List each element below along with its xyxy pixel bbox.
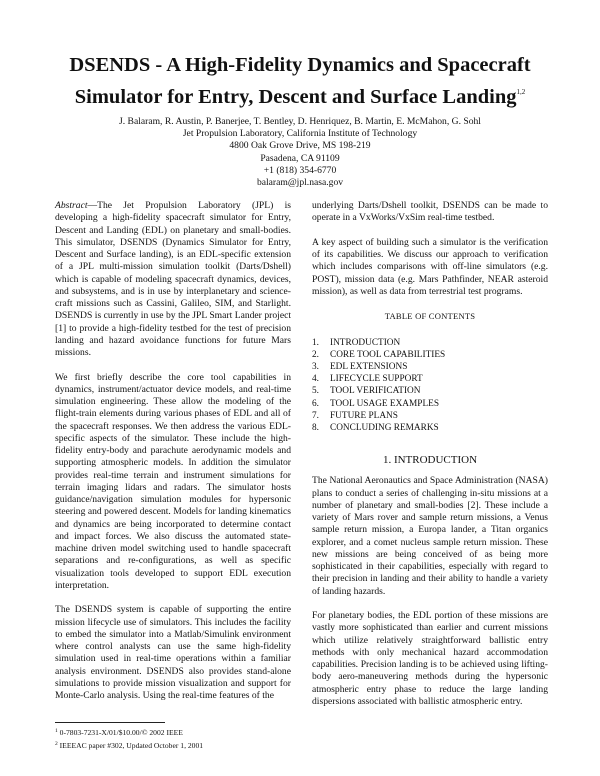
toc-item-number: 2. — [312, 349, 319, 360]
intro-paragraph-1: The National Aeronautics and Space Administration (NASA) plans to conduct a series of challenging in-situ missions at a number of planetary and small-bodies [2]. These include a variety of Mars rover and sample return missions, a Venus sample return mission, a Europa lander, a Titan organics explorer, and a comet nucleus sample return mission. These new missions are being conceived of as being more sophisticated in their capabilities, especially with regard to their precision in landing and their ability to handle a variety of landing hazards. — [312, 475, 548, 597]
title-line-2: Simulator for Entry, Descent and Surface Landing — [74, 86, 517, 108]
toc-item-label: CONCLUDING REMARKS — [330, 422, 439, 433]
toc-item-label: FUTURE PLANS — [330, 410, 398, 421]
author-names: J. Balaram, R. Austin, P. Banerjee, T. Bentley, D. Henriquez, B. Martin, E. McMahon, G. Sohl — [119, 116, 481, 127]
right-paragraph-1: underlying Darts/Dshell toolkit, DSENDS can be made to operate in a VxWorks/VxSim real-time testbed. — [312, 200, 548, 224]
footnote-1 — [55, 726, 203, 739]
author-phone: +1 (818) 354-6770 — [263, 164, 337, 176]
toc-item-label: EDL EXTENSIONS — [330, 361, 408, 372]
footnote-mark: 2 — [55, 740, 58, 747]
toc-item — [312, 337, 548, 349]
intro-paragraph-2: For planetary bodies, the EDL portion of these missions are vastly more sophisticated than earlier and current missions which utilize relatively straightforward ballistic entry methods with only mechanical hazard accommodation capabilities. Precision landing is to be achieved using lifting-body aero-maneuvering methods during the hypersonic atmospheric entry phase to reduce the large landing dispersions associated with ballistic atmospheric entry. — [312, 610, 548, 707]
title-footnote-marks: 1,2 — [516, 88, 526, 96]
toc-item-number: 8. — [312, 422, 319, 433]
abstract-paragraph — [55, 200, 291, 359]
abstract-text: —The Jet Propulsion Laboratory (JPL) is developing a high-fidelity spacecraft simulator for Entry, Descent and Landing (EDL) on planetary and small-bodies. This simulator, DSENDS (Dynamics Simulator for Entry, Descent and Surface landing), is an EDL-specific extension of a JPL multi-mission simulation toolkit (Darts/Dshell) which is capable of modeling spacecraft dynamics, devices, and subsystems, and is in use by interplanetary and science-craft missions such as Cassini, Galileo, SIM, and Starlight. DSENDS is currently in use by the JPL Smart Lander project [1] to provide a high-fidelity testbed for the test of precision landing and hazard avoidance functions for future Mars missions. — [55, 200, 291, 358]
toc-item — [312, 410, 548, 422]
toc-item — [312, 422, 548, 434]
footnote-mark: 1 — [55, 728, 58, 734]
body-paragraph-2: We first briefly describe the core tool capabilities in dynamics, instrument/actuator device models, and real-time simulation engineering. These allow the modeling of the flight-train elements during various phases of EDL and all of the spacecraft responses. We then address the various EDL-specific aspects of the simulator. These include the high-fidelity entry-body and parachute aerodynamic models and supporting atmospheric models. In addition the simulator provides real-time terrain and instrument simulations for terrain imaging lidars and radars. The simulator hosts guidance/navigation simulation modules for hypersonic steering and powered descent. Models for landing kinematics and dynamics are being incorporated to determine contact and impact forces. We also discuss the automated state-machine driven model switching used to handle spacecraft separations and re-configurations, as well as specific visualization tools developed to support EDL execution interpretation. — [55, 371, 291, 591]
author-block — [40, 116, 560, 189]
right-column — [312, 200, 548, 720]
toc-item — [312, 385, 548, 397]
toc-item — [312, 398, 548, 410]
footnote-rule — [55, 722, 165, 723]
toc-item-number: 4. — [312, 374, 319, 385]
toc-item-number: 5. — [312, 386, 319, 397]
left-column — [55, 200, 291, 715]
right-paragraph-2: A key aspect of building such a simulator is the verification of its capabilities. We discuss our approach to verification which includes comparisons with off-line simulators (e.g. POST), mission data (e.g. Mars Pathfinder, NEAR asteroid mission), as well as data from terrestrial test programs. — [312, 236, 548, 297]
toc-item-label: INTRODUCTION — [330, 337, 401, 348]
toc-item-number: 1. — [312, 337, 319, 348]
author-affiliation: Jet Propulsion Laboratory, California Institute of Technology — [182, 128, 418, 140]
toc-item — [312, 373, 548, 385]
paper-title — [30, 52, 570, 111]
toc-item-number: 3. — [312, 361, 319, 372]
toc-item-label: LIFECYCLE SUPPORT — [330, 374, 423, 385]
toc-item-number: 7. — [312, 410, 319, 421]
toc-item — [312, 349, 548, 361]
toc-item-label: TOOL VERIFICATION — [330, 386, 421, 397]
author-address-line-1: 4800 Oak Grove Drive, MS 198-219 — [229, 140, 371, 152]
footnotes — [55, 726, 203, 751]
toc-item-number: 6. — [312, 398, 319, 409]
author-address-line-2: Pasadena, CA 91109 — [260, 152, 340, 164]
footnote-2 — [55, 739, 203, 752]
toc-title: TABLE OF CONTENTS — [384, 311, 476, 322]
title-line-1: DSENDS - A High-Fidelity Dynamics and Spacecraft — [69, 54, 531, 76]
footnote-text: IEEEAC paper #302, Updated October 1, 2001 — [59, 740, 204, 750]
toc-item-label: TOOL USAGE EXAMPLES — [330, 398, 439, 409]
footnote-text: 0-7803-7231-X/01/$10.00/© 2002 IEEE — [59, 728, 183, 737]
toc-item — [312, 361, 548, 373]
table-of-contents — [312, 337, 548, 435]
body-paragraph-3: The DSENDS system is capable of supporting the entire mission lifecycle use of simulators. This includes the facility to embed the simulator into a Matlab/Simulink environment where control analysts can use the same high-fidelity simulation used in real-time operations within a familiar analysis environment. DSENDS also provides stand-alone simulations to provide mission visualization and support for Monte-Carlo analysis. Using the real-time features of the — [55, 604, 291, 701]
abstract-label: Abstract — [55, 200, 88, 211]
section-heading-introduction: 1. INTRODUCTION — [382, 454, 478, 467]
toc-item-label: CORE TOOL CAPABILITIES — [330, 349, 446, 360]
author-email: balaram@jpl.nasa.gov — [256, 177, 344, 189]
